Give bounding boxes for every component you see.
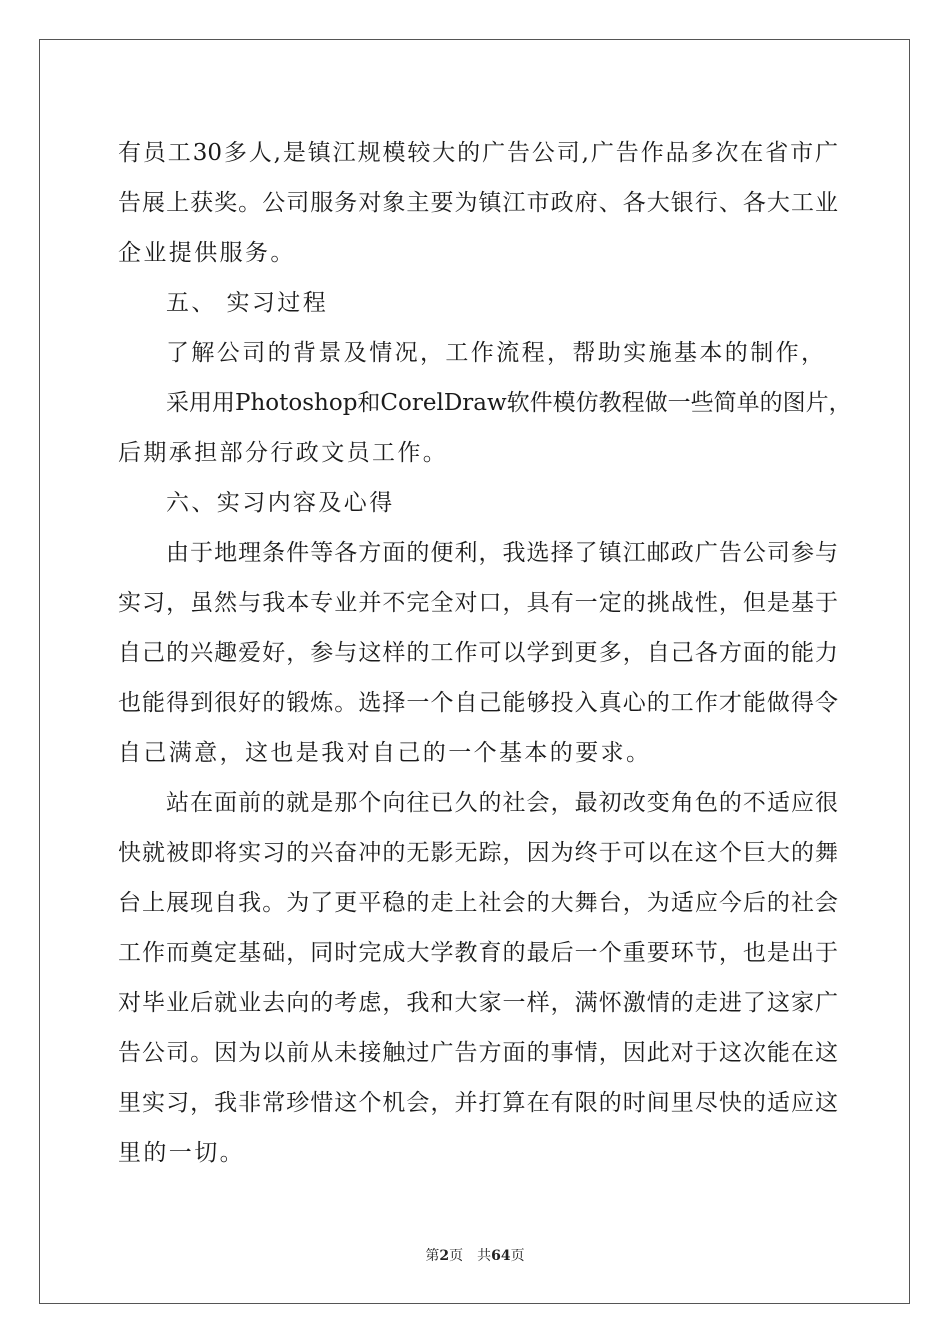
body-line: 里的一切。 bbox=[118, 1140, 245, 1166]
total-prefix: 共 bbox=[477, 1248, 492, 1264]
body-line: 有员工30多人,是镇江规模较大的广告公司,广告作品多次在省市广 bbox=[118, 140, 838, 166]
body-line: 快就被即将实习的兴奋冲的无影无踪，因为终于可以在这个巨大的舞 bbox=[118, 840, 838, 866]
body-line: 由于地理条件等各方面的便利，我选择了镇江邮政广告公司参与 bbox=[166, 540, 838, 566]
section-heading: 六、实习内容及心得 bbox=[166, 490, 395, 516]
body-line: 告公司。因为以前从未接触过广告方面的事情，因此对于这次能在这 bbox=[118, 1040, 838, 1066]
page-current: 2 bbox=[439, 1248, 450, 1264]
body-line: 自己满意，这也是我对自己的一个基本的要求。 bbox=[118, 740, 652, 766]
body-line: 告展上获奖。公司服务对象主要为镇江市政府、各大银行、各大工业 bbox=[118, 190, 838, 216]
body-line: 里实习，我非常珍惜这个机会，并打算在有限的时间里尽快的适应这 bbox=[118, 1090, 838, 1116]
body-line: 也能得到很好的锻炼。选择一个自己能够投入真心的工作才能做得令 bbox=[118, 690, 838, 716]
page-footer bbox=[0, 1246, 950, 1266]
body-line: 企业提供服务。 bbox=[118, 240, 296, 266]
total-suffix: 页 bbox=[510, 1248, 525, 1264]
body-line: 采用用Photoshop和CorelDraw软件模仿教程做一些简单的图片， bbox=[166, 390, 852, 416]
total-pages: 64 bbox=[491, 1248, 511, 1264]
body-line: 实习，虽然与我本专业并不完全对口，具有一定的挑战性，但是基于 bbox=[118, 590, 838, 616]
page-prefix: 第 bbox=[425, 1248, 440, 1264]
body-line: 站在面前的就是那个向往已久的社会，最初改变角色的不适应很 bbox=[166, 790, 838, 816]
document-body bbox=[118, 128, 852, 1178]
page-suffix: 页 bbox=[449, 1248, 464, 1264]
body-line: 后期承担部分行政文员工作。 bbox=[118, 440, 449, 466]
body-line: 了解公司的背景及情况，工作流程，帮助实施基本的制作， bbox=[166, 340, 827, 366]
body-line: 工作而奠定基础，同时完成大学教育的最后一个重要环节，也是出于 bbox=[118, 940, 838, 966]
body-line: 台上展现自我。为了更平稳的走上社会的大舞台，为适应今后的社会 bbox=[118, 890, 838, 916]
section-heading: 五、 实习过程 bbox=[166, 290, 329, 316]
body-line: 对毕业后就业去向的考虑，我和大家一样，满怀激情的走进了这家广 bbox=[118, 990, 838, 1016]
body-line: 自己的兴趣爱好，参与这样的工作可以学到更多，自己各方面的能力 bbox=[118, 640, 838, 666]
